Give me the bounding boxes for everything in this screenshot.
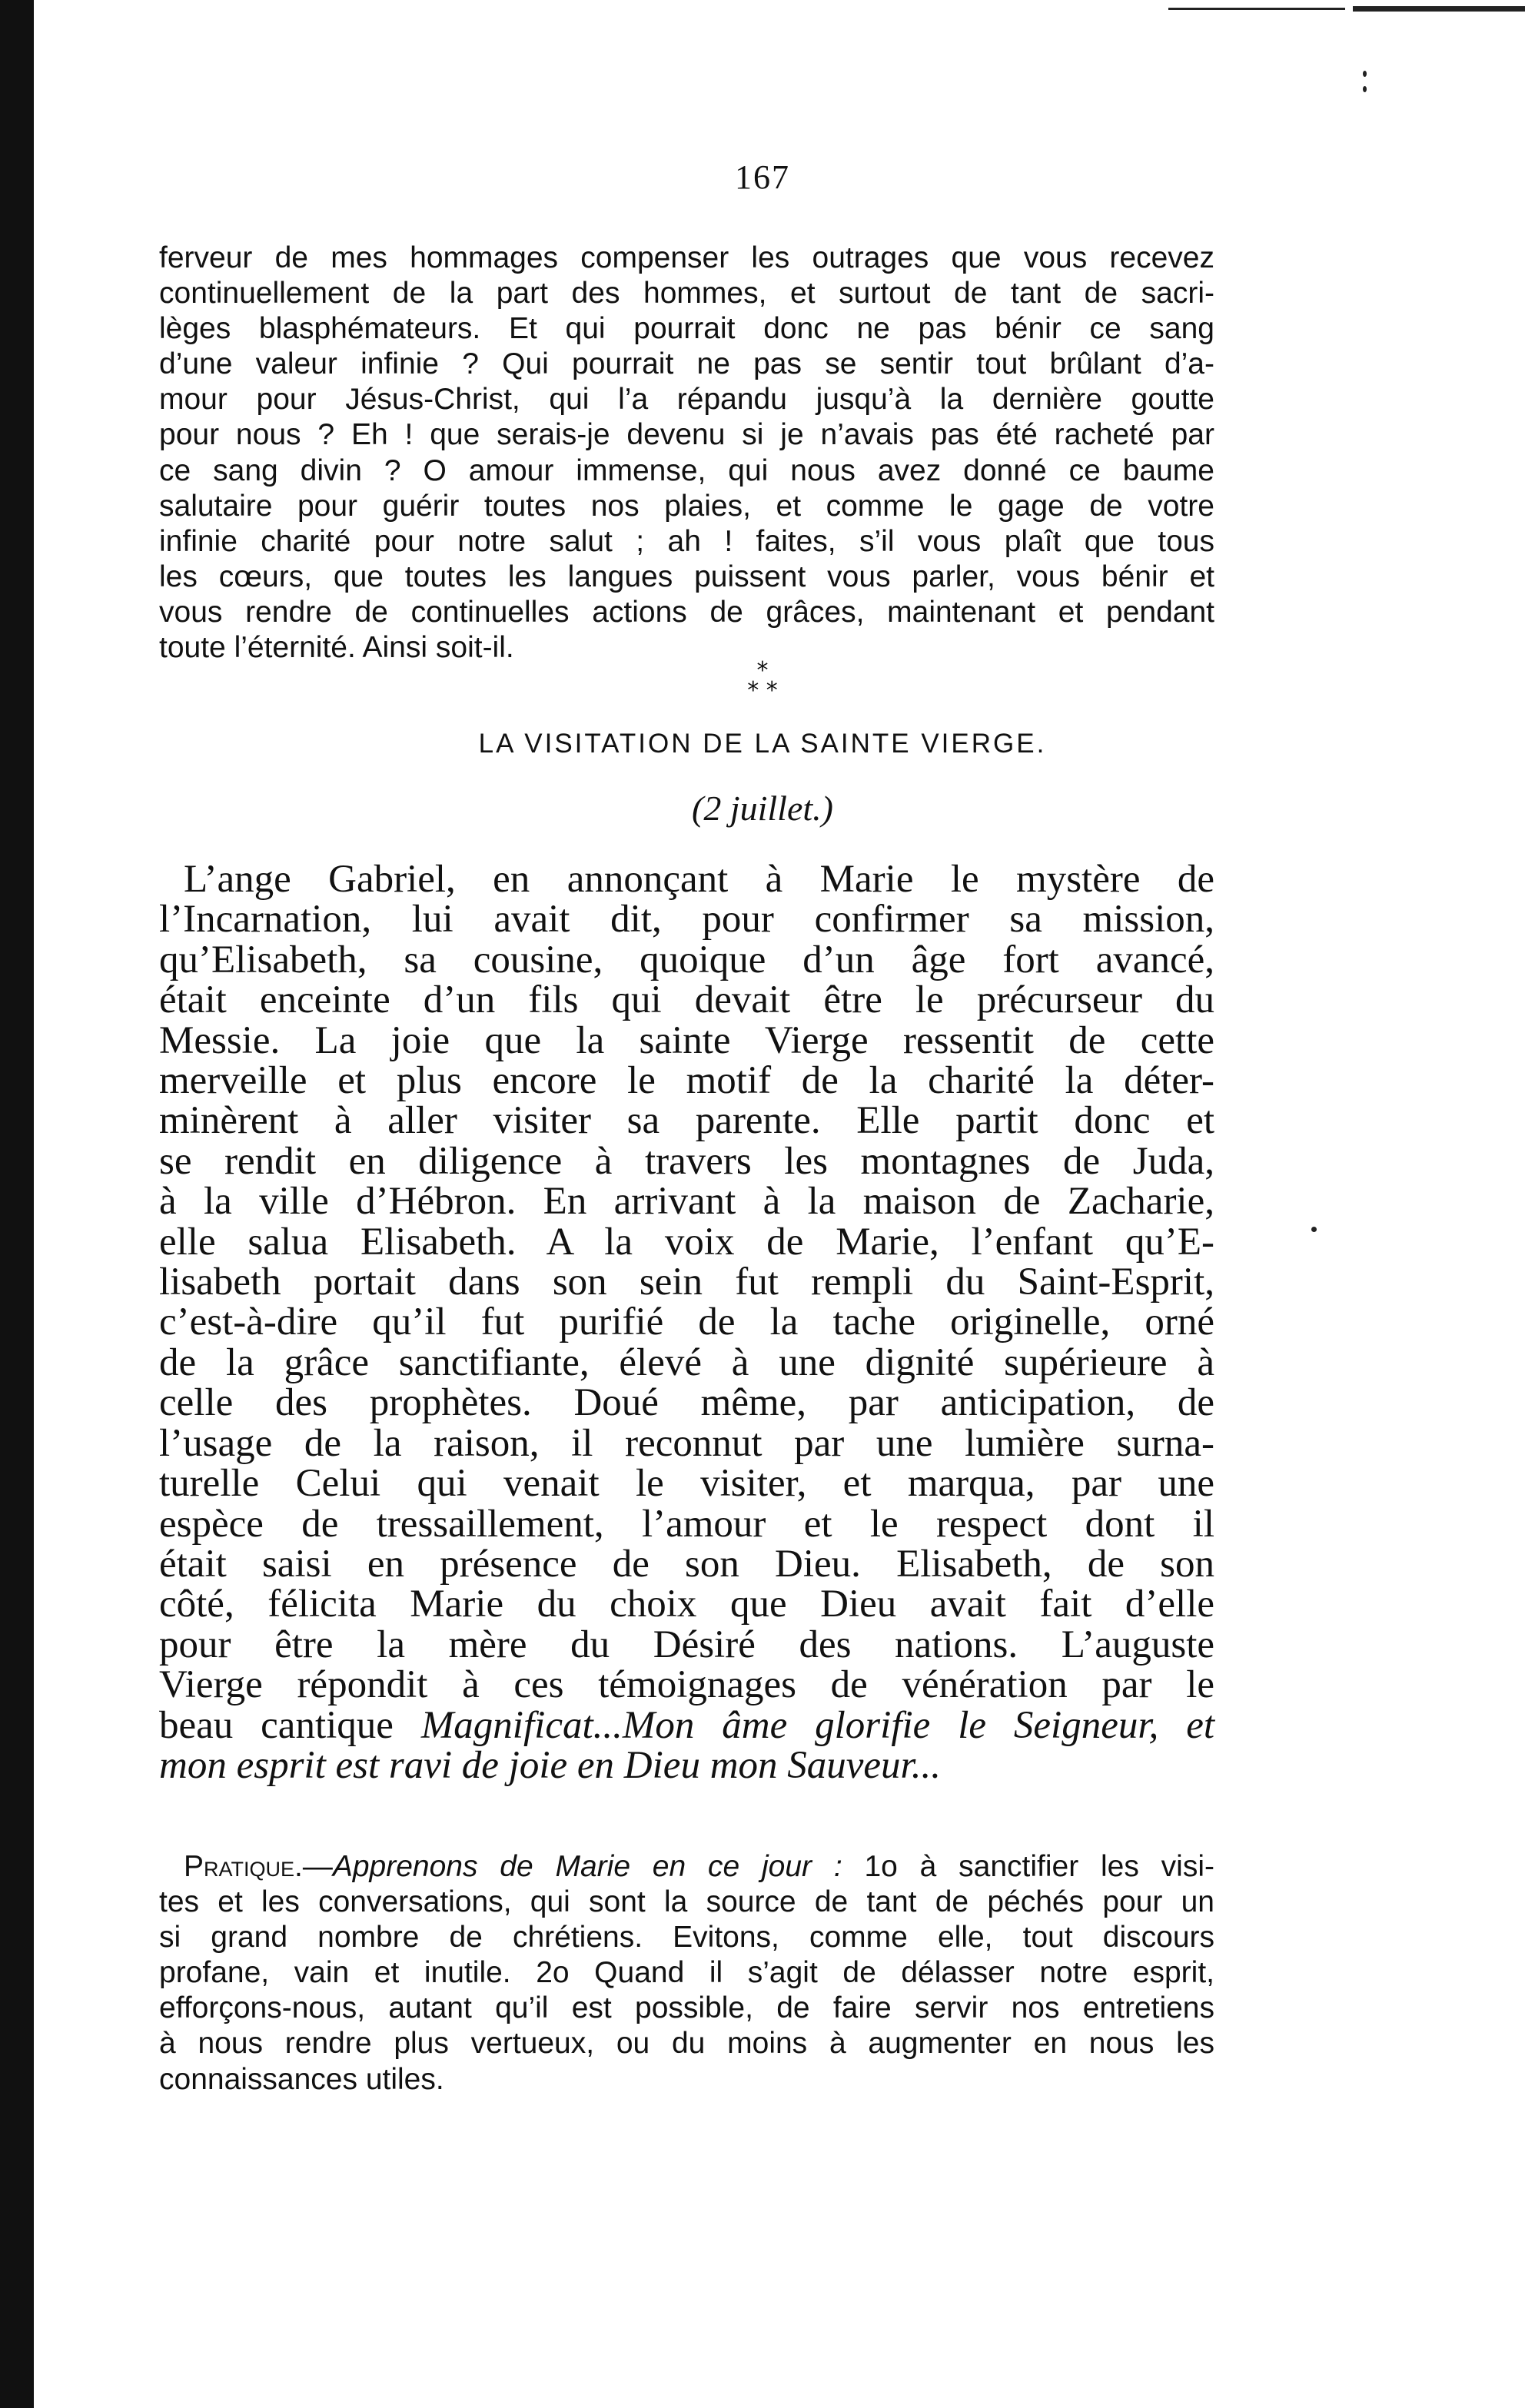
- narrative-line: L’ange Gabriel, en annonçant à Marie le mystère de: [184, 858, 1214, 901]
- pratique-line: connaissances utiles.: [159, 2062, 444, 2096]
- prayer-line: les cœurs, que toutes les langues puissent vous parler, vous bénir et: [159, 560, 1214, 593]
- magnificat-line-2: mon esprit est ravi de joie en Dieu mon Sauveur...: [159, 1743, 941, 1787]
- pratique-dash: —: [302, 1850, 333, 1883]
- prayer-line: continuellement de la part des hommes, et surtout de tant de sacri-: [159, 277, 1214, 311]
- prayer-line: toute l’éternité. Ainsi soit-il.: [159, 631, 514, 665]
- scan-speck: [1363, 71, 1367, 77]
- narrative-line: c’est-à-dire qu’il fut purifié de la tache originelle, orné: [159, 1300, 1214, 1344]
- scan-edge-shadow: [0, 0, 34, 2408]
- magnificat-line: [159, 1703, 1214, 1747]
- pratique-first-line: [159, 1849, 1214, 1885]
- narrative-line: celle des prophètes. Doué même, par anticipation, de: [159, 1381, 1214, 1425]
- pratique-line: à nous rendre plus vertueux, ou du moins à augmenter en nous les: [159, 2027, 1214, 2061]
- scan-speck: [1311, 1227, 1317, 1232]
- prayer-line: mour pour Jésus-Christ, qui l’a répandu jusqu’à la dernière goutte: [159, 383, 1214, 417]
- narrative-paragraph: [159, 859, 1214, 1785]
- narrative-line: minèrent à aller visiter sa parente. Elle partit donc et: [159, 1099, 1214, 1143]
- section-title: LA VISITATION DE LA SAINTE VIERGE.: [478, 729, 1047, 759]
- prayer-line: ferveur de mes hommages compenser les outrages que vous recevez: [159, 241, 1214, 274]
- top-rule: [1353, 6, 1525, 12]
- pratique-line: tes et les conversations, qui sont la source de tant de péchés pour un: [159, 1885, 1214, 1919]
- narrative-line: de la grâce sanctifiante, élevé à une dignité supérieure à: [159, 1340, 1214, 1384]
- narrative-line: espèce de tressaillement, l’amour et le respect dont il: [159, 1502, 1214, 1546]
- feast-date: (2 juillet.): [692, 789, 833, 828]
- narrative-line: était enceinte d’un fils qui devait être le précurseur du: [159, 978, 1214, 1022]
- pratique-first-rest: 1o à sanctifier les visi-: [842, 1850, 1214, 1883]
- prayer-line: pour nous ? Eh ! que serais-je devenu si je n’avais pas été racheté par: [159, 418, 1214, 452]
- page-number: 167: [735, 158, 790, 196]
- prayer-line: vous rendre de continuelles actions de grâces, maintenant et pendant: [159, 595, 1214, 629]
- narrative-line: l’Incarnation, lui avait dit, pour confirmer sa mission,: [159, 898, 1214, 942]
- narrative-line: Vierge répondit à ces témoignages de vénération par le: [159, 1663, 1214, 1707]
- asterism-top: *: [756, 657, 769, 684]
- pratique-paragraph: [159, 1849, 1214, 2097]
- narrative-line: à la ville d’Hébron. En arrivant à la maison de Zacharie,: [159, 1180, 1214, 1224]
- prayer-line: lèges blasphémateurs. Et qui pourrait donc ne pas bénir ce sang: [159, 312, 1214, 346]
- narrative-line: côté, félicita Marie du choix que Dieu avait fait d’elle: [159, 1583, 1214, 1626]
- narrative-line: était saisi en présence de son Dieu. Elisabeth, de son: [159, 1542, 1214, 1586]
- prayer-paragraph: [159, 241, 1214, 666]
- narrative-line: lisabeth portait dans son sein fut rempli du Saint-Esprit,: [159, 1260, 1214, 1304]
- narrative-line: turelle Celui qui venait le visiter, et marqua, par une: [159, 1462, 1214, 1506]
- magnificat-plain: beau cantique: [159, 1703, 421, 1747]
- pratique-line: efforçons-nous, autant qu’il est possible, de faire servir nos entretiens: [159, 1991, 1214, 2025]
- narrative-line: qu’Elisabeth, sa cousine, quoique d’un âge fort avancé,: [159, 938, 1214, 981]
- prayer-line: infinie charité pour notre salut ; ah ! faites, s’il vous plaît que tous: [159, 524, 1214, 558]
- narrative-line: elle salua Elisabeth. A la voix de Marie, l’enfant qu’E-: [159, 1220, 1214, 1264]
- prayer-line: d’une valeur infinie ? Qui pourrait ne pas se sentir tout brûlant d’a-: [159, 347, 1214, 381]
- pratique-line: si grand nombre de chrétiens. Evitons, comme elle, tout discours: [159, 1921, 1214, 1955]
- narrative-line: merveille et plus encore le motif de la charité la déter-: [159, 1059, 1214, 1103]
- narrative-line: Messie. La joie que la sainte Vierge ressentit de cette: [159, 1018, 1214, 1062]
- prayer-line: salutaire pour guérir toutes nos plaies, et comme le gage de votre: [159, 489, 1214, 523]
- narrative-line: pour être la mère du Désiré des nations. L’auguste: [159, 1622, 1214, 1666]
- pratique-label: Pratique.: [184, 1850, 303, 1883]
- asterism: [0, 657, 1525, 704]
- pratique-line: profane, vain et inutile. 2o Quand il s’agit de délasser notre esprit,: [159, 1956, 1214, 1990]
- pratique-intro: Apprenons de Marie en ce jour :: [332, 1850, 842, 1883]
- prayer-line: ce sang divin ? O amour immense, qui nous avez donné ce baume: [159, 453, 1214, 487]
- narrative-line: l’usage de la raison, il reconnut par une lumière surna-: [159, 1421, 1214, 1465]
- top-rule-thin: [1168, 8, 1345, 10]
- narrative-line: se rendit en diligence à travers les montagnes de Juda,: [159, 1139, 1214, 1183]
- scan-speck: [1363, 86, 1367, 92]
- magnificat-italic: Magnificat...Mon âme glorifie le Seigneur, et: [420, 1703, 1214, 1747]
- asterism-bottom: * *: [747, 677, 778, 704]
